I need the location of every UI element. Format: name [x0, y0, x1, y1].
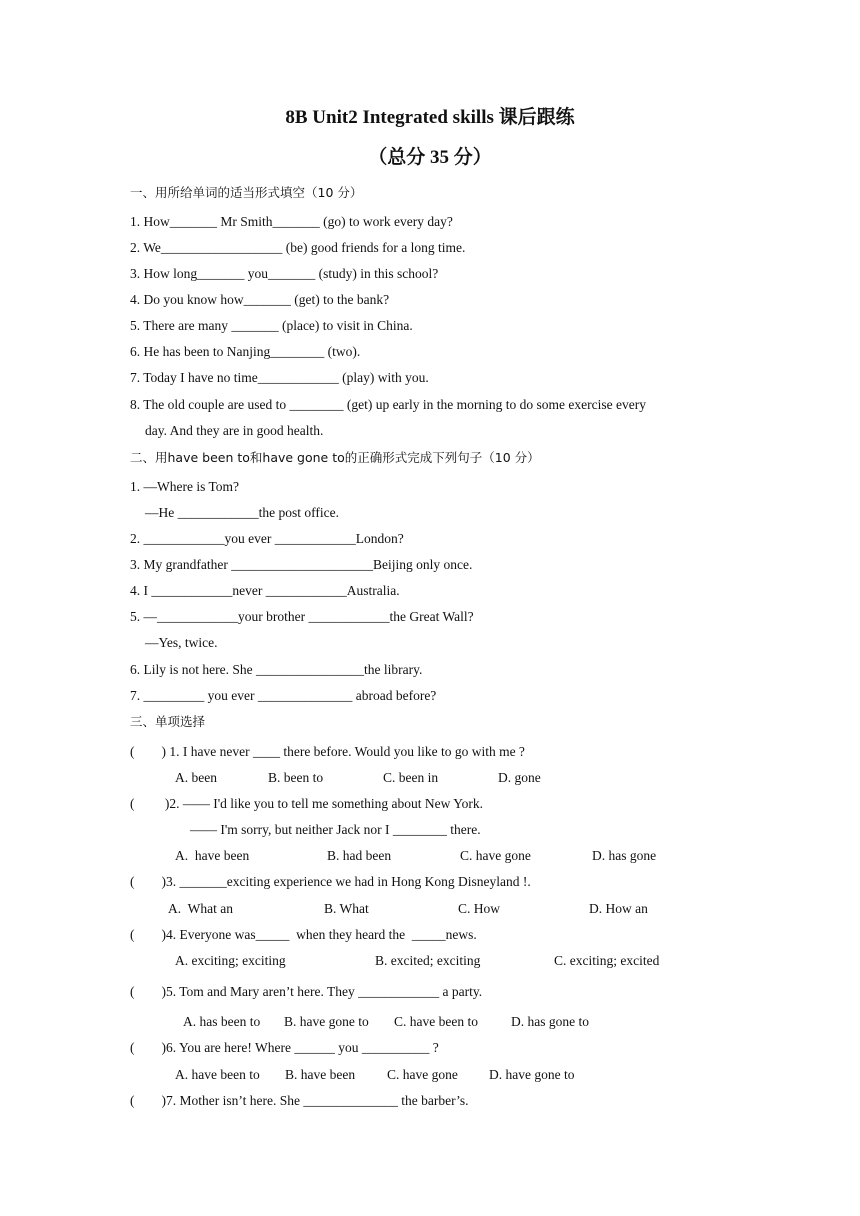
question-option: C. have been to — [394, 1014, 478, 1029]
question-option: C. exciting; excited — [554, 953, 660, 968]
question-option: B. have gone to — [284, 1014, 369, 1029]
section1-item: 6. He has been to Nanjing________ (two). — [130, 344, 361, 359]
question-option: C. have gone — [460, 848, 531, 863]
section2-item-answer: —Yes, twice. — [145, 635, 218, 650]
question-stem: ( )7. Mother isn’t here. She ______________ the barber’s. — [130, 1093, 469, 1108]
section3-heading: 三、单项选择 — [130, 714, 206, 729]
question-option: B. What — [324, 901, 369, 916]
section1-heading: 一、用所给单词的适当形式填空（10 分） — [130, 185, 363, 200]
question-option: D. has gone to — [511, 1014, 589, 1029]
section2-heading: 二、用have been to和have gone to的正确形式完成下列句子（10 分） — [130, 450, 540, 465]
question-option: A. exciting; exciting — [175, 953, 286, 968]
question-stem-continued: —— I'm sorry, but neither Jack nor I ________ there. — [190, 822, 481, 837]
question-option: D. How an — [589, 901, 648, 916]
question-option: A. have been to — [175, 1067, 260, 1082]
section2-item: 6. Lily is not here. She ________________the library. — [130, 662, 423, 677]
question-stem: ( )6. You are here! Where ______ you __________ ? — [130, 1040, 439, 1055]
question-option: A. been — [175, 770, 217, 785]
question-option: C. have gone — [387, 1067, 458, 1082]
section2-item: 2. ____________you ever ____________London? — [130, 531, 404, 546]
question-option: A. have been — [175, 848, 250, 863]
question-stem: ( )5. Tom and Mary aren’t here. They ____________ a party. — [130, 984, 483, 999]
question-option: A. What an — [168, 901, 233, 916]
section1-item: 5. There are many _______ (place) to visit in China. — [130, 318, 413, 333]
question-option: C. How — [458, 901, 501, 916]
question-option: B. been to — [268, 770, 324, 785]
section1-item: 1. How_______ Mr Smith_______ (go) to work every day? — [130, 214, 453, 229]
section1-item: 8. The old couple are used to ________ (get) up early in the morning to do some exercise every — [130, 397, 646, 412]
section2-item: 4. I ____________never ____________Australia. — [130, 583, 400, 598]
section2-item: 1. —Where is Tom? — [130, 479, 240, 494]
section1-item: 2. We__________________ (be) good friends for a long time. — [130, 240, 466, 255]
question-option: B. had been — [327, 848, 392, 863]
page-title: 8B Unit2 Integrated skills 课后跟练 — [285, 107, 575, 128]
question-stem: ( )3. _______exciting experience we had in Hong Kong Disneyland !. — [130, 874, 531, 889]
section2-item: 7. _________ you ever ______________ abroad before? — [130, 688, 437, 703]
section1-item: 7. Today I have no time____________ (play) with you. — [130, 370, 429, 385]
question-stem: ( )4. Everyone was_____ when they heard the _____news. — [130, 927, 477, 942]
section1-item: 3. How long_______ you_______ (study) in this school? — [130, 266, 439, 281]
section2-item-answer: —He ____________the post office. — [145, 505, 339, 520]
question-option: D. gone — [498, 770, 541, 785]
question-stem: ( )2. —— I'd like you to tell me something about New York. — [130, 796, 484, 811]
section1-item-continued: day. And they are in good health. — [145, 423, 324, 438]
question-option: B. have been — [285, 1067, 356, 1082]
section1-item: 4. Do you know how_______ (get) to the bank? — [130, 292, 390, 307]
question-option: B. excited; exciting — [375, 953, 481, 968]
question-option: A. has been to — [183, 1014, 261, 1029]
section2-item: 3. My grandfather _____________________Beijing only once. — [130, 557, 473, 572]
page-subtitle: （总分 35 分） — [368, 147, 492, 168]
question-stem: ( ) 1. I have never ____ there before. Would you like to go with me ? — [130, 744, 525, 759]
section2-item: 5. —____________your brother ____________the Great Wall? — [130, 609, 474, 624]
question-option: D. have gone to — [489, 1067, 575, 1082]
question-option: D. has gone — [592, 848, 657, 863]
question-option: C. been in — [383, 770, 439, 785]
